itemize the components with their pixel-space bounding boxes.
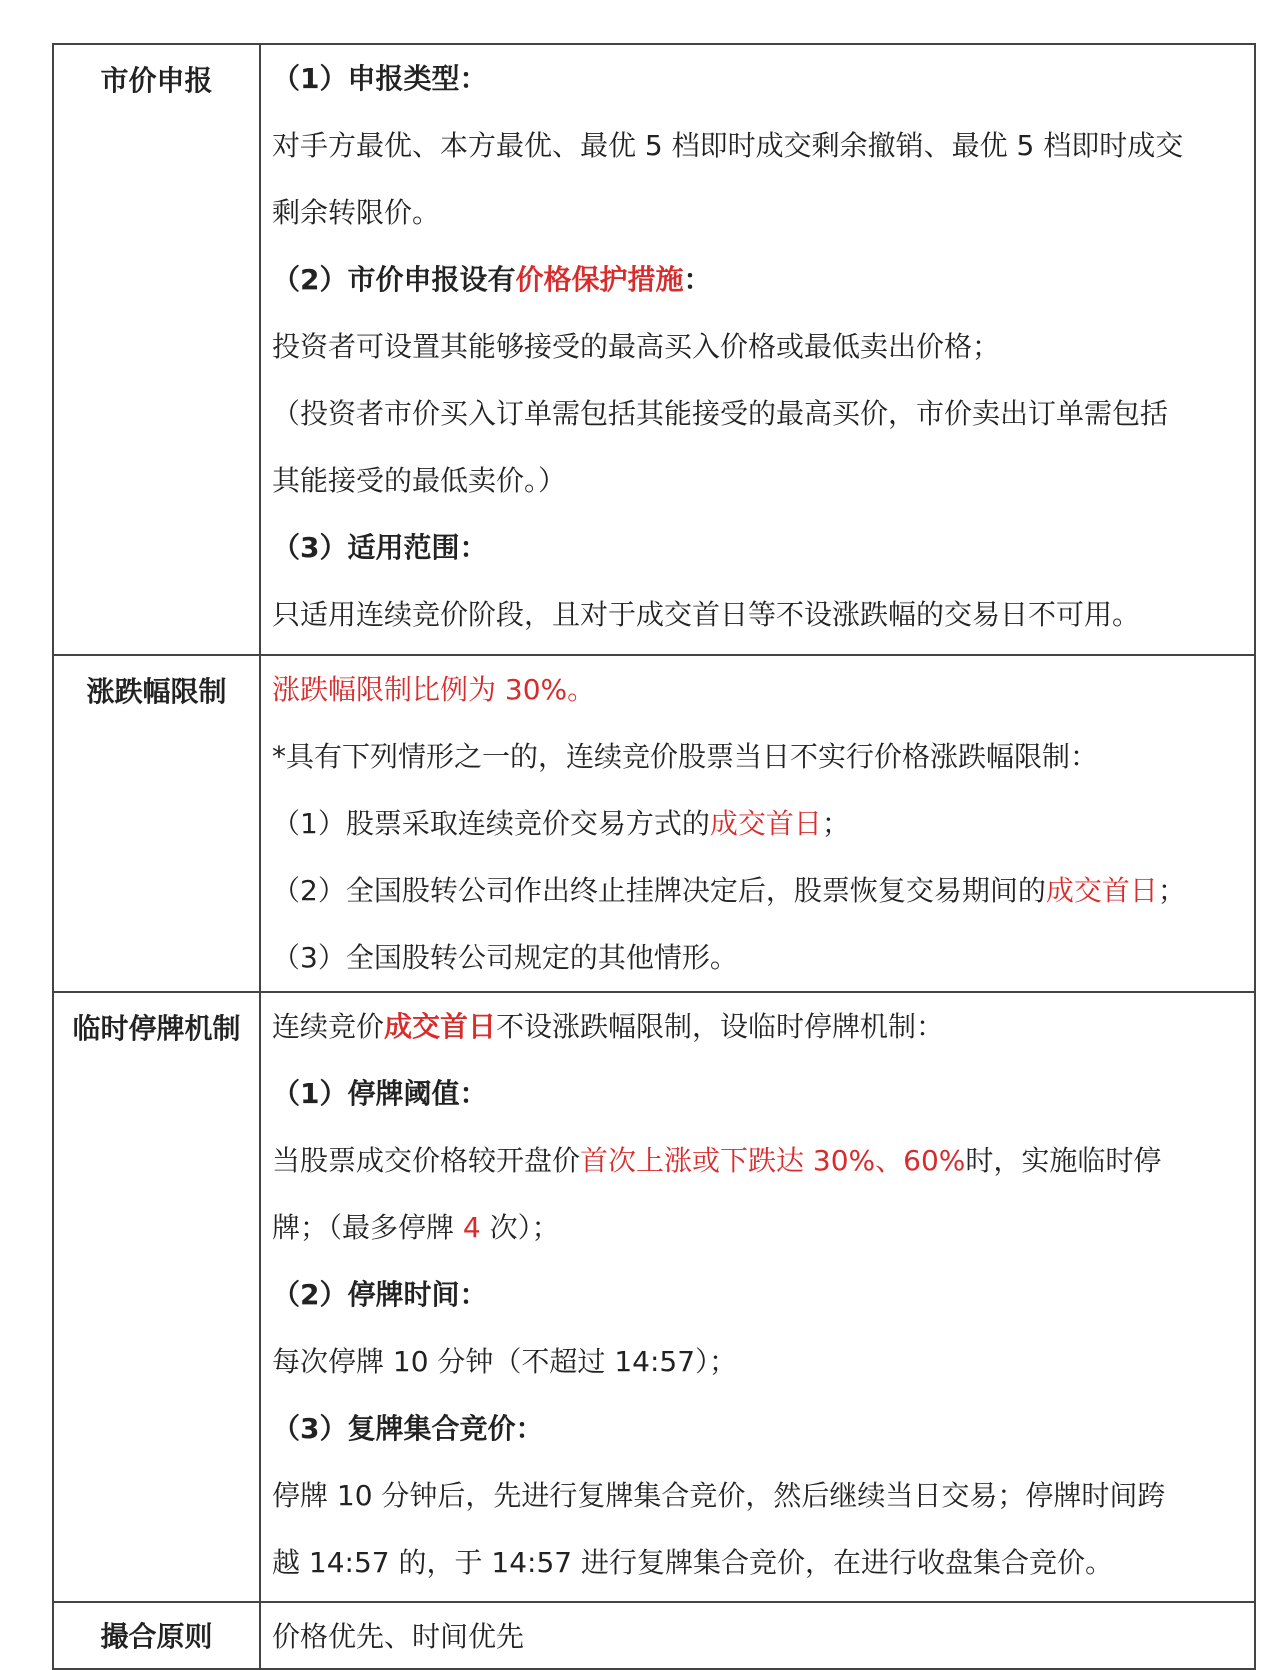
row-label: 撮合原则 <box>54 1603 261 1668</box>
content-line <box>272 45 1240 112</box>
highlighted-text: 成交首日 <box>709 807 822 840</box>
text-segment: （2）市价申报设有 <box>272 263 516 296</box>
text-segment: ； <box>1157 874 1186 907</box>
content-line <box>272 179 1240 246</box>
row-label: 涨跌幅限制 <box>54 656 261 991</box>
row-content <box>261 993 1254 1601</box>
text-segment: （3）复牌集合竞价： <box>272 1412 544 1445</box>
text-segment: 每次停牌 10 分钟（不超过 14:57）； <box>272 1345 738 1378</box>
text-segment: 剩余转限价。 <box>272 196 441 229</box>
content-line <box>272 1603 1240 1670</box>
text-segment: 当股票成交价格较开盘价 <box>272 1144 581 1177</box>
text-segment: 停牌 10 分钟后，先进行复牌集合竞价，然后继续当日交易；停牌时间跨 <box>272 1479 1166 1512</box>
text-segment: （1）申报类型： <box>272 62 488 95</box>
highlighted-text: 首次上涨或下跌达 30%、60% <box>580 1144 966 1177</box>
content-line <box>272 1127 1240 1194</box>
table-row <box>54 45 1254 656</box>
content-line <box>272 993 1240 1060</box>
table-row <box>54 993 1254 1603</box>
highlighted-text: 4 <box>462 1211 481 1244</box>
content-line <box>272 313 1240 380</box>
content-line <box>272 1395 1240 1462</box>
content-line <box>272 924 1240 991</box>
text-segment: 对手方最优、本方最优、最优 5 档即时成交剩余撤销、最优 5 档即时成交 <box>272 129 1184 162</box>
text-segment: （3）适用范围： <box>272 531 488 564</box>
content-line <box>272 1462 1240 1529</box>
text-segment: 投资者可设置其能够接受的最高买入价格或最低卖出价格； <box>272 330 1001 363</box>
text-segment: 时，实施临时停 <box>965 1144 1162 1177</box>
content-line <box>272 857 1240 924</box>
text-segment: 不设涨跌幅限制，设临时停牌机制： <box>496 1010 945 1043</box>
rules-table <box>52 43 1256 1670</box>
content-line <box>272 656 1240 723</box>
text-segment: ： <box>683 263 712 296</box>
text-segment: （2）停牌时间： <box>272 1278 488 1311</box>
text-segment: 越 14:57 的，于 14:57 进行复牌集合竞价，在进行收盘集合竞价。 <box>272 1546 1113 1579</box>
text-segment: *具有下列情形之一的，连续竞价股票当日不实行价格涨跌幅限制： <box>272 740 1099 773</box>
content-line <box>272 1060 1240 1127</box>
row-content <box>261 656 1254 991</box>
text-segment: 其能接受的最低卖价。） <box>272 464 567 497</box>
text-segment: （投资者市价买入订单需包括其能接受的最高买价，市价卖出订单需包括 <box>272 397 1169 430</box>
text-segment: 价格优先、时间优先 <box>272 1620 525 1653</box>
content-line <box>272 790 1240 857</box>
text-segment: 连续竞价 <box>272 1010 385 1043</box>
text-segment: 次）； <box>480 1211 560 1244</box>
row-label: 临时停牌机制 <box>54 993 261 1601</box>
content-line <box>272 380 1240 447</box>
content-line <box>272 112 1240 179</box>
text-segment: （1）股票采取连续竞价交易方式的 <box>272 807 710 840</box>
table-row <box>54 656 1254 993</box>
text-segment: 牌；（最多停牌 <box>272 1211 463 1244</box>
content-line <box>272 723 1240 790</box>
text-segment: （1）停牌阈值： <box>272 1077 488 1110</box>
content-line <box>272 1529 1240 1596</box>
table-row <box>54 1603 1254 1670</box>
content-line <box>272 581 1240 648</box>
highlighted-text: 价格保护措施 <box>515 263 684 296</box>
text-segment: （2）全国股转公司作出终止挂牌决定后，股票恢复交易期间的 <box>272 874 1046 907</box>
row-label: 市价申报 <box>54 45 261 654</box>
content-line <box>272 1194 1240 1261</box>
text-segment: ； <box>821 807 850 840</box>
content-line <box>272 1328 1240 1395</box>
content-line <box>272 1261 1240 1328</box>
row-content <box>261 45 1254 654</box>
highlighted-text: 涨跌幅限制比例为 30%。 <box>272 673 596 706</box>
text-segment: 只适用连续竞价阶段，且对于成交首日等不设涨跌幅的交易日不可用。 <box>272 598 1141 631</box>
content-line <box>272 246 1240 313</box>
content-line <box>272 447 1240 514</box>
text-segment: （3）全国股转公司规定的其他情形。 <box>272 941 738 974</box>
highlighted-text: 成交首日 <box>384 1010 497 1043</box>
row-content <box>261 1603 1254 1668</box>
content-line <box>272 514 1240 581</box>
highlighted-text: 成交首日 <box>1045 874 1158 907</box>
